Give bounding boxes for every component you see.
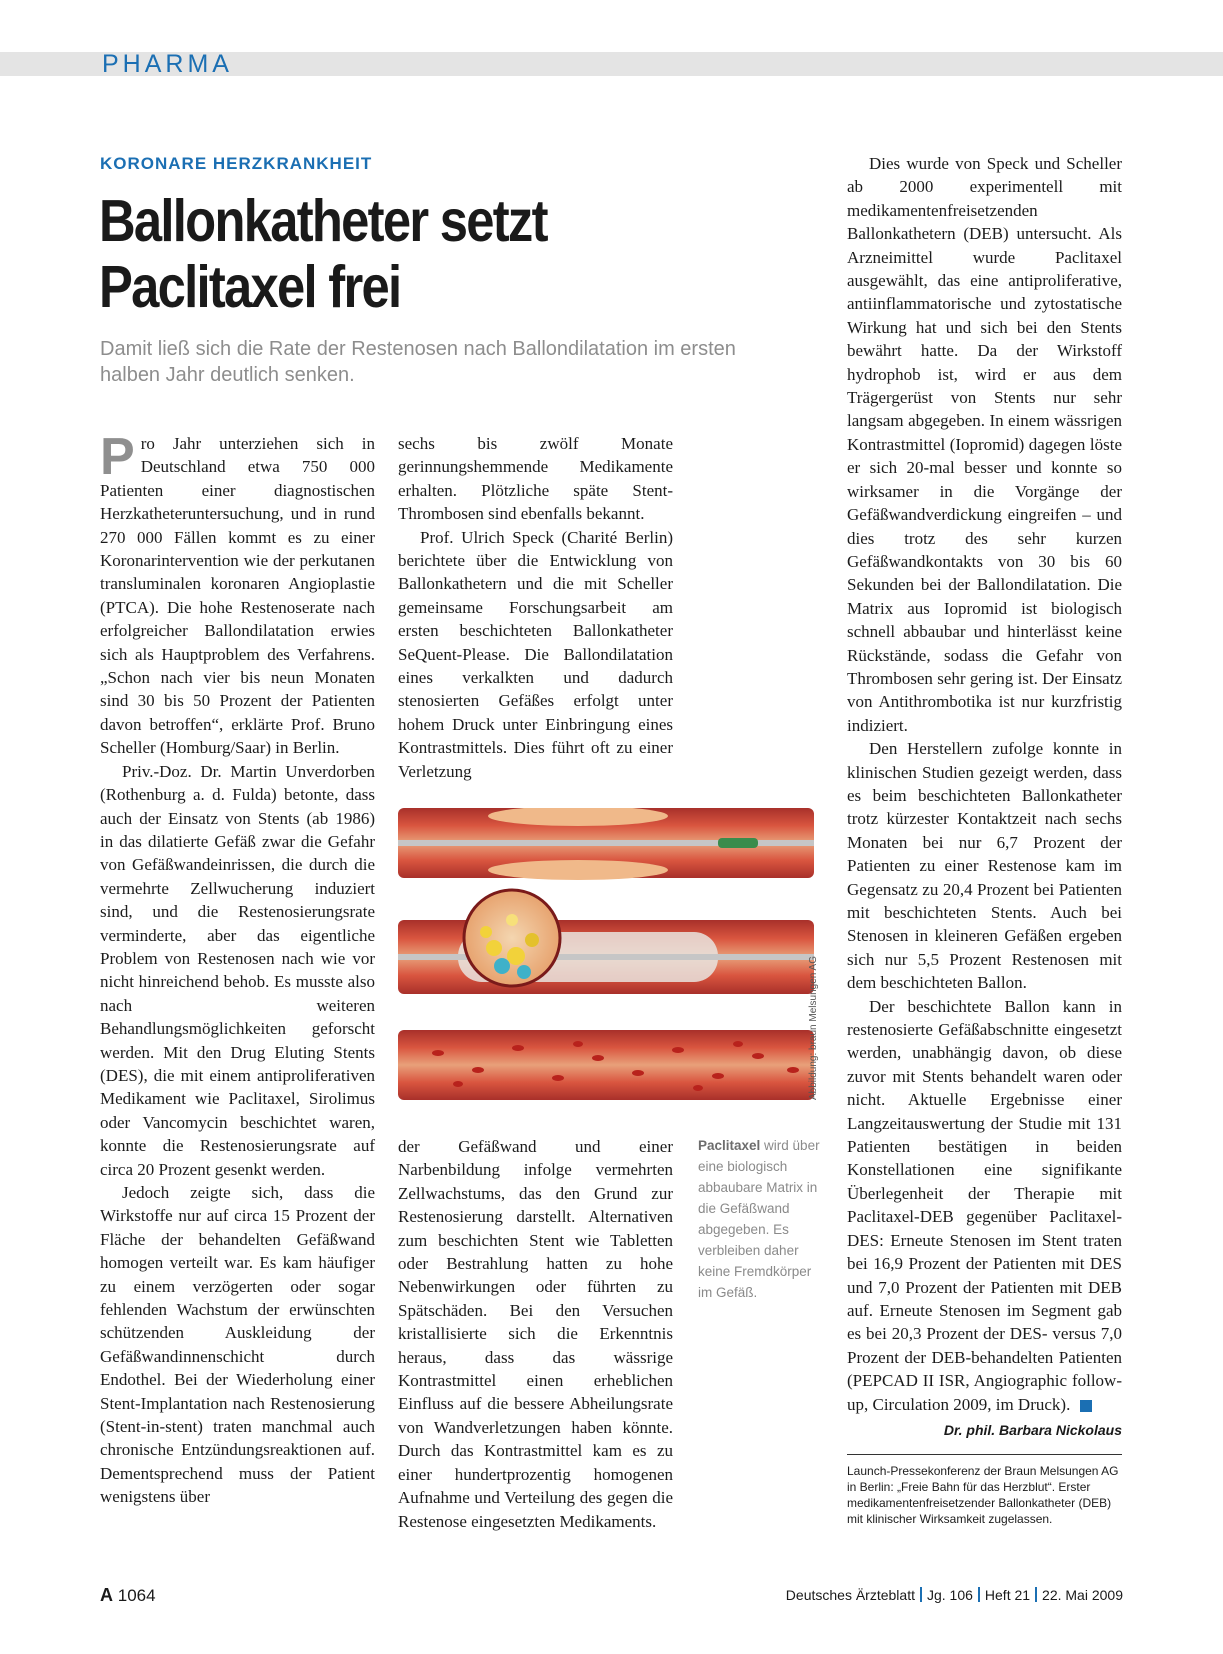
article-title [99, 188, 667, 320]
paragraph-text: Der beschichtete Ballon kann in restenosierte Gefäßabschnitte eingesetzt werden, unabhängig davon, ob diese zuvor mit Stents behandelt waren oder nicht. Aktuelle Ergebnisse einer Langzeitauswertung der Studie mit 131 Patienten bestätigen in beiden Konstellationen eine signifikante Überlegenheit der Therapie mit Paclitaxel-DEB gegenüber Paclitaxel-DES: Erneute Stenosen im Stent traten bei 16,9 Prozent der Patienten mit DES und 7,0 Prozent der Patienten mit DEB auf. Erneute Stenosen im Segment gab es bei 20,3 Prozent der DES- versus 7,0 Prozent der DEB-behandelten Patienten (PEPCAD II ISR, Angiographic follow-up, Circulation 2009, im Druck). [847, 996, 1122, 1414]
page-number-value: 1064 [117, 1586, 156, 1605]
article-deck: Damit ließ sich die Rate der Restenosen nach Ballondilatation im ersten halben Jahr deutlich senken. [100, 338, 736, 386]
separator [1035, 1587, 1037, 1602]
figure-credit: Abbildung: braun Melsungen AG [808, 956, 819, 1100]
paragraph: der Gefäßwand und einer Narbenbildung infolge vermehrten Zellwachstums, das den Grund zur Restenosierung darstellt. Alternativen zum beschichten Stent wie Tabletten oder Bestrahlung hatten zu hohe Nebenwirkungen oder führten zu Spätschäden. Bei den Versuchen kristallisierte sich die Erkenntnis heraus, dass das wässrige Kontrastmittel einen erheblichen Einfluss auf die bessere Abheilungsrate von Wandverletzungen haben könnte. Durch das Kontrastmittel kam es zu einer hundertprozentig homogenen Aufnahme und Verteilung des gegen die Restenose eingesetzten Medikaments. [398, 1137, 673, 1531]
paragraph: Jedoch zeigte sich, dass die Wirkstoffe nur auf circa 15 Prozent der Fläche der behandelten Gefäßwand homogen verteilt war. Es kam häufiger zu einem verzögerten oder sogar fehlenden Wachstum der erwünschten schützenden Auskleidung der Gefäßwandinnenschicht durch Endothel. Bei der Wiederholung einer Stent-Implantation nach Restenosierung (Stent-in-stent) traten manchmal auch chronische Entzündungsreaktionen auf. Dementsprechend muss der Patient wenigstens über [100, 1183, 375, 1507]
column-2-top [398, 432, 673, 783]
author-name: Dr. phil. Barbara Nickolaus [943, 1421, 1122, 1438]
end-mark-icon [1080, 1400, 1092, 1412]
journal-issue: Heft 21 [984, 1587, 1031, 1603]
title-line-2: Paclitaxel frei [99, 254, 401, 320]
drop-cap: P [100, 428, 135, 486]
separator [920, 1587, 922, 1602]
paragraph: Prof. Ulrich Speck (Charité Berlin) berichtete über die Entwicklung von Ballonkathetern und die mit Scheller gemeinsame Forschungsarbeit am ersten beschichteten Ballonkatheter SeQuent-Please. Die Ballondilatation eines verkalkten und dadurch stenosierten Gefäßes erfolgt unter hohem Druck unter Einbringung eines Kontrastmittels. Dies führt oft zu einer Verletzung [398, 527, 673, 781]
paragraph: Dies wurde von Speck und Scheller ab 2000 experimentell mit medikamentenfreisetzenden Ballonkathetern (DEB) untersucht. Als Arzneimittel wurde Paclitaxel ausgewählt, das eine antiproliferative, antiinflammatorische und zytostatische Wirkung hat und sich bei den Stents bewährt hatte. Da der Wirkstoff hydrophob ist, wird er aus dem Trägergerüst von Stents nur sehr langsam abgegeben. In einem wässrigen Kontrastmittel (Iopromid) dagegen löste er sich 20-mal besser und konnte so wirksamer in die Vorgänge der Gefäßwandverdickung eingreifen – und dies trotz des sehr kurzen Gefäßwandkontakts von 30 bis 60 Sekunden bei der Ballondilatation. Die Matrix aus Iopromid ist biologisch schnell abbaubar und hinterlässt keine Rückstände, sodass die Gefahr von Thrombosen sehr gering ist. Der Einsatz von Antithrombotika ist nur kurzfristig indiziert. [847, 154, 1122, 735]
footnote: Launch-Pressekonferenz der Braun Melsungen AG in Berlin: „Freie Bahn für das Herzblut“. Erster medikamentenfreisetzender Ballonkatheter (DEB) mit klinischer Wirksamkeit zugelassen. [847, 1463, 1119, 1526]
paragraph: sechs bis zwölf Monate gerinnungshemmende Medikamente erhalten. Plötzliche späte Stent-Thrombosen sind ebenfalls bekannt. [398, 434, 673, 524]
column-2-bottom [398, 1135, 673, 1533]
section-label: PHARMA [102, 50, 233, 78]
figure-caption [698, 1135, 826, 1303]
article-kicker: KORONARE HERZKRANKHEIT [100, 154, 373, 173]
journal-name: Deutsches Ärzteblatt [785, 1587, 915, 1603]
journal-volume: Jg. 106 [926, 1587, 973, 1603]
separator [978, 1587, 980, 1602]
caption-text: wird über eine biologisch abbaubare Matrix in die Gefäßwand abgegeben. Es verbleiben daher keine Fremdkörper im Gefäß. [698, 1138, 820, 1300]
title-line-1: Ballonkatheter setzt [99, 188, 547, 254]
column-3 [847, 152, 1122, 1527]
journal-date: 22. Mai 2009 [1042, 1587, 1123, 1603]
column-1 [100, 428, 375, 1509]
paragraph [847, 995, 1122, 1416]
caption-bold: Paclitaxel [698, 1138, 761, 1153]
paragraph-text: ro Jahr unterziehen sich in Deutschland etwa 750 000 Patienten einer diagnostischen Herzkatheteruntersuchung, und in rund 270 000 Fällen kommt es zu einer Koronarintervention wie der perkutanen transluminalen koronaren Angioplastie (PTCA). Die hohe Restenoserate nach erfolgreicher Ballondilatation erwies sich als Hauptproblem des Verfahrens. „Schon nach vier bis neun Monaten sind 30 bis 50 Prozent der Patienten davon betroffen“, erklärte Prof. Bruno Scheller (Homburg/Saar) in Berlin. [100, 434, 375, 758]
footnote-divider [847, 1454, 1122, 1455]
paragraph [100, 428, 375, 760]
page-number [100, 1585, 156, 1606]
paragraph: Den Herstellern zufolge konnte in klinischen Studien gezeigt werden, dass es beim beschichteten Ballonkatheter trotz kürzester Kontaktzeit nach sechs Monaten bei nur 6,7 Prozent der Patienten zu einer Restenose kam im Gegensatz zu 20,4 Prozent bei Patienten mit beschichteten Stents. Auch bei Stenosen in kleineren Gefäßen ergeben sich nur 5,5 Prozent Restenosen mit dem beschichteten Ballon. [847, 739, 1122, 993]
journal-footer [786, 1587, 1123, 1603]
paragraph: Priv.-Doz. Dr. Martin Unverdorben (Rothenburg a. d. Fulda) betonte, dass auch der Einsatz von Stents (ab 1986) in das dilatierte Gefäß zwar die Gefahr von Gefäßwandeinrissen, die durch die vermehrte Zellwucherung induziert sind, und die Restenosierungsrate verminderte, aber das eigentliche Problem von Restenosen nach wie vor nicht hinreichend behob. Es musste also nach weiteren Behandlungsmöglichkeiten geforscht werden. Mit den Drug Eluting Stents (DES), die mit einem antiproliferativen Medikament wie Paclitaxel, Sirolimus oder Vancomycin beschichtet waren, konnte die Restenosierungsrate auf circa 20 Prozent gesenkt werden. [100, 761, 375, 1179]
page-prefix: A [100, 1585, 113, 1605]
balloon-catheter-illustration [398, 808, 814, 1100]
